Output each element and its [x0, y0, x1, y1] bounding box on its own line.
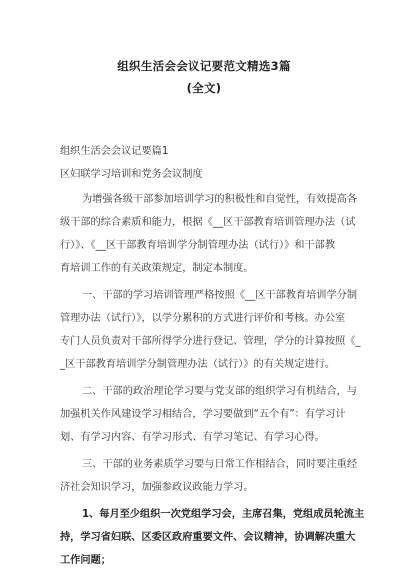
paragraph-line: _区干部教育培训学分制管理办法（试行）》的有关规定进行。 [60, 359, 336, 370]
paragraph-line: 持，学习省妇联、区委区政府重要文件、会议精神，协调解决重大 [60, 532, 356, 543]
paragraph-line: 划、有学习内容、有学习形式、有学习笔记、有学习心得。 [60, 432, 325, 443]
paragraph-line: 为增强各级干部参加培训学习的积极性和自觉性，有效提高各 [82, 194, 358, 205]
paragraph-line: 一、干部的学习培训管理严格按照《__区干部教育培训学分制 [82, 290, 358, 301]
paragraph-line: 育培训工作的有关政策规定，制定本制度。 [60, 263, 254, 274]
paragraph-line: 1、每月至少组织一次党组学习会，主席召集，党组成员轮流主 [82, 509, 365, 520]
paragraph-line: 管理办法（试行）》，以学分累积的方式进行评价和考核。办公室 [60, 313, 346, 324]
paragraph-line: 加强机关作风建设学习相结合，学习要做到“五个有”：有学习计 [60, 409, 346, 420]
paragraph-line: 三、干部的业务素质学习要与日常工作相结合，同时要注重经 [82, 459, 358, 470]
document-title: 组织生活会会议记要范文精选3篇 [117, 59, 291, 73]
paragraph-line: 工作问题； [60, 555, 111, 566]
paragraph-line: 济社会知识学习，加强参政议政能力学习。 [60, 482, 254, 493]
paragraph-line: 二、干部的政治理论学习要与党支部的组织学习有机结合，与 [82, 386, 358, 397]
paragraph-line: 专门人员负责对干部所得学分进行登记、管理，学分的计算按照《_ [60, 336, 361, 347]
paragraph-line: 级干部的综合素质和能力，根据《__区干部教育培训管理办法（试 [60, 217, 356, 228]
paragraph-line: 行）》、《__区干部教育培训学分制管理办法（试行）》和干部教 [60, 240, 336, 251]
section-heading: 组织生活会会议记要篇1 [60, 146, 169, 157]
section-subheading: 区妇联学习培训和党务会议制度 [60, 169, 203, 180]
document-subtitle: (全文) [186, 81, 222, 95]
